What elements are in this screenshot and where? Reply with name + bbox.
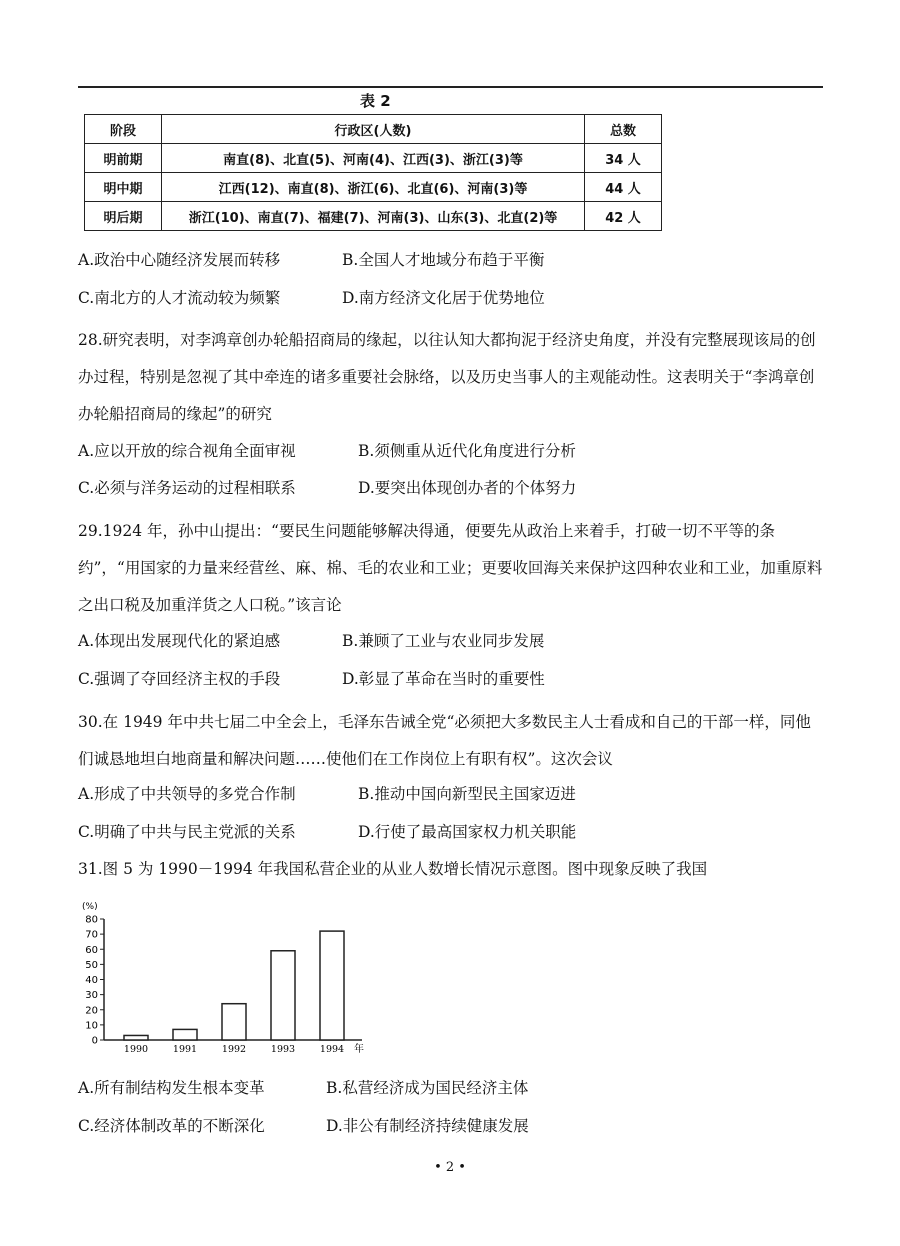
cell-stage: 明前期 bbox=[85, 144, 162, 173]
q29-options-row2 bbox=[78, 668, 545, 690]
chart-bar-1990 bbox=[124, 1035, 148, 1040]
q31-option-c[interactable]: C.经济体制改革的不断深化 bbox=[78, 1117, 265, 1135]
chart-x-tick-label: 1992 bbox=[221, 1044, 247, 1055]
q31-stem: 31.图 5 为 1990－1994 年我国私营企业的从业人数增长情况示意图。图中现象反映了我国 bbox=[78, 860, 708, 878]
q31-option-b[interactable]: B.私营经济成为国民经济主体 bbox=[326, 1079, 529, 1097]
page-number: • 2 • bbox=[434, 1160, 466, 1175]
q30-option-c[interactable]: C.明确了中共与民主党派的关系 bbox=[78, 823, 296, 841]
q28-option-c[interactable]: C.必须与洋务运动的过程相联系 bbox=[78, 479, 296, 497]
cell-regions: 南直(8)、北直(5)、河南(4)、江西(3)、浙江(3)等 bbox=[162, 144, 585, 173]
cell-regions: 浙江(10)、南直(7)、福建(7)、河南(3)、山东(3)、北直(2)等 bbox=[162, 202, 585, 231]
q27-option-b[interactable]: B.全国人才地域分布趋于平衡 bbox=[342, 251, 545, 269]
header-total: 总数 bbox=[585, 115, 662, 144]
q27-options-row1 bbox=[78, 249, 544, 271]
q28-options-row2 bbox=[78, 477, 576, 499]
chart-y-tick-label: 0 bbox=[91, 1035, 98, 1047]
table-row bbox=[85, 173, 662, 202]
chart-bar-1992 bbox=[222, 1004, 246, 1040]
q30-options-row1 bbox=[78, 783, 576, 805]
q29-stem: 29.1924 年，孙中山提出：“要民生问题能够解决得通，便要先从政治上来着手，打破一切不平等的条约”，“用国家的力量来经营丝、麻、棉、毛的农业和工业；更要收回海关来保护这四种农业和工业，加重原料之出口税及加重洋货之人口税。”该言论 bbox=[78, 522, 823, 614]
region-talent-table bbox=[84, 114, 662, 231]
table-row bbox=[85, 202, 662, 231]
q27-option-a[interactable]: A.政治中心随经济发展而转移 bbox=[78, 251, 281, 269]
chart-ylabel: (%) bbox=[82, 902, 98, 912]
q28-option-a[interactable]: A.应以开放的综合视角全面审视 bbox=[78, 442, 296, 460]
chart-bar-1994 bbox=[320, 931, 344, 1040]
chart-y-tick-label: 10 bbox=[85, 1020, 98, 1032]
chart-x-tick-label: 1994 bbox=[319, 1044, 345, 1055]
q31-option-d[interactable]: D.非公有制经济持续健康发展 bbox=[326, 1117, 529, 1135]
chart-x-tick-label: 1991 bbox=[172, 1044, 198, 1055]
q28-option-d[interactable]: D.要突出体现创办者的个体努力 bbox=[358, 479, 577, 497]
chart-y-tick-label: 70 bbox=[85, 929, 98, 941]
chart-xlabel: 年 bbox=[354, 1044, 364, 1055]
chart-y-ticks bbox=[85, 915, 104, 1047]
q27-option-c[interactable]: C.南北方的人才流动较为频繁 bbox=[78, 289, 281, 307]
q28-stem: 28.研究表明，对李鸿章创办轮船招商局的缘起，以往认知大都拘泥于经济史角度，并没有完整展现该局的创办过程，特别是忽视了其中牵连的诸多重要社会脉络，以及历史当事人的主观能动性。这表明关于“李鸿章创办轮船招商局的缘起”的研究 bbox=[78, 331, 816, 423]
q29-option-b[interactable]: B.兼顾了工业与农业同步发展 bbox=[342, 632, 545, 650]
q27-option-d[interactable]: D.南方经济文化居于优势地位 bbox=[342, 289, 545, 307]
header-stage: 阶段 bbox=[85, 115, 162, 144]
q30-option-d[interactable]: D.行使了最高国家权力机关职能 bbox=[358, 823, 577, 841]
chart-y-tick-label: 60 bbox=[85, 944, 98, 956]
cell-regions: 江西(12)、南直(8)、浙江(6)、北直(6)、河南(3)等 bbox=[162, 173, 585, 202]
q31-option-a[interactable]: A.所有制结构发生根本变革 bbox=[78, 1079, 265, 1097]
chart-y-tick-label: 80 bbox=[85, 914, 98, 926]
table-header-row bbox=[85, 115, 662, 144]
chart-x-tick-label: 1990 bbox=[123, 1044, 149, 1055]
q31-options-row1 bbox=[78, 1077, 528, 1099]
table-title: 表 2 bbox=[360, 92, 391, 110]
chart-bar-1991 bbox=[173, 1029, 197, 1040]
q29-option-a[interactable]: A.体现出发展现代化的紧迫感 bbox=[78, 632, 281, 650]
chart-x-tick-label: 1993 bbox=[270, 1044, 296, 1055]
q30-option-b[interactable]: B.推动中国向新型民主国家迈进 bbox=[358, 785, 576, 803]
q27-options-row2 bbox=[78, 287, 545, 309]
chart-y-tick-label: 50 bbox=[85, 959, 98, 971]
q28-option-b[interactable]: B.须侧重从近代化角度进行分析 bbox=[358, 442, 576, 460]
table-row bbox=[85, 144, 662, 173]
q31-options-row2 bbox=[78, 1115, 529, 1137]
top-rule bbox=[78, 86, 823, 88]
chart-y-tick-label: 40 bbox=[85, 975, 98, 986]
cell-stage: 明后期 bbox=[85, 202, 162, 231]
chart-y-tick-label: 30 bbox=[85, 990, 98, 1002]
q28-options-row1 bbox=[78, 440, 576, 462]
cell-total: 34 人 bbox=[585, 144, 662, 173]
cell-stage: 明中期 bbox=[85, 173, 162, 202]
header-regions: 行政区(人数) bbox=[162, 115, 585, 144]
q30-stem: 30.在 1949 年中共七届二中全会上，毛泽东告诫全党“必须把大多数民主人士看成和自己的干部一样，同他们诚恳地坦白地商量和解决问题……使他们在工作岗位上有职有权”。这次会议 bbox=[78, 713, 811, 768]
chart-bar-1993 bbox=[271, 951, 295, 1040]
chart-x-ticks bbox=[124, 1044, 344, 1055]
q29-option-c[interactable]: C.强调了夺回经济主权的手段 bbox=[78, 670, 281, 688]
chart-bars bbox=[124, 931, 344, 1040]
chart-y-tick-label: 20 bbox=[85, 1005, 98, 1017]
q30-option-a[interactable]: A.形成了中共领导的多党合作制 bbox=[78, 785, 296, 803]
private-enterprise-growth-chart bbox=[74, 895, 374, 1060]
cell-total: 42 人 bbox=[585, 202, 662, 231]
cell-total: 44 人 bbox=[585, 173, 662, 202]
q29-options-row1 bbox=[78, 630, 544, 652]
q30-options-row2 bbox=[78, 821, 576, 843]
q29-option-d[interactable]: D.彰显了革命在当时的重要性 bbox=[342, 670, 545, 688]
